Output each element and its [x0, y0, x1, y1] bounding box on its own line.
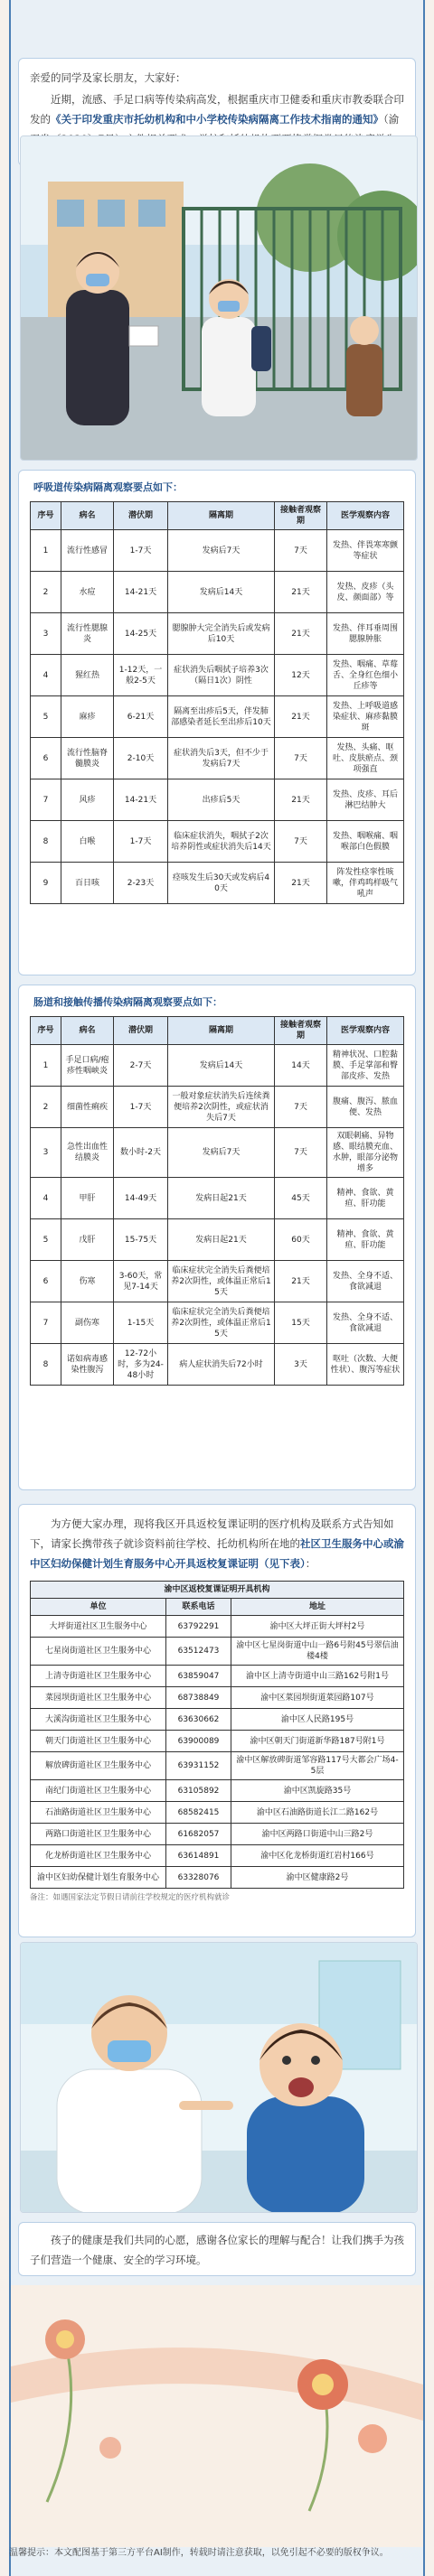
- table-cell: 戊肝: [61, 1219, 114, 1261]
- table-header-cell: 潜伏期: [114, 502, 168, 530]
- table-cell: 63900089: [166, 1731, 231, 1752]
- table-cell: 3: [31, 1128, 61, 1178]
- intro-doc-title: 《关于印发重庆市托幼机构和中小学校传染病隔离工作技术指南的通知》: [51, 113, 383, 126]
- table-cell: 7: [31, 1302, 61, 1344]
- table-cell: 3-60天，常见7-14天: [114, 1261, 168, 1302]
- clinic-row: [31, 1802, 404, 1824]
- table-cell: 双眼刺痛、异物感、眼结膜充血、水肿，眼部分泌物增多: [327, 1128, 404, 1178]
- table-cell: 发病日起21天: [168, 1178, 275, 1219]
- disease-row: [31, 1302, 404, 1344]
- disease-row: [31, 1087, 404, 1128]
- table-cell: 2: [31, 572, 61, 613]
- table-cell: 临床症状完全消失后粪便培养2次阴性，或体温正常后15天: [168, 1261, 275, 1302]
- table-cell: 猩红热: [61, 655, 114, 696]
- table-cell: 流行性腮腺炎: [61, 613, 114, 655]
- table-cell: 渝中区七星岗街道中山一路6号附45号翠信油楼4楼: [231, 1638, 404, 1666]
- table-cell: 4: [31, 655, 61, 696]
- table-header-cell: 接触者观察期: [275, 502, 327, 530]
- table-cell: 61682057: [166, 1824, 231, 1845]
- table-cell: 手足口病/疱疹性咽峡炎: [61, 1045, 114, 1087]
- table-cell: 8: [31, 821, 61, 863]
- table-cell: 63792291: [166, 1616, 231, 1638]
- greeting: 亲爱的同学及家长朋友，大家好：: [30, 71, 186, 84]
- clinic-row: [31, 1731, 404, 1752]
- table-cell: 甲肝: [61, 1178, 114, 1219]
- table-cell: 2-23天: [114, 863, 168, 904]
- clinic-row: [31, 1824, 404, 1845]
- respiratory-table: [30, 501, 404, 904]
- table-cell: 渝中区上清寺街道中山三路162号附1号: [231, 1666, 404, 1687]
- table-header-cell: 序号: [31, 502, 61, 530]
- table-cell: 阵发性痉挛性咳嗽，伴鸡鸣样吸气吼声: [327, 863, 404, 904]
- disease-row: [31, 1128, 404, 1178]
- table-cell: 8: [31, 1344, 61, 1386]
- footer-disclaimer: 温馨提示：本文配图基于第三方平台AI制作，转载时请注意获取，以免引起不必要的版权争议。: [9, 2548, 389, 2558]
- table-cell: 3: [31, 613, 61, 655]
- table-cell: 2-7天: [114, 1045, 168, 1087]
- intestinal-table: [30, 1016, 404, 1386]
- table-cell: 2: [31, 1087, 61, 1128]
- table-cell: 渝中区大坪正街大坪村2号: [231, 1616, 404, 1638]
- table-cell: 流行性脑脊髓膜炎: [61, 738, 114, 779]
- table-cell: 渝中区妇幼保健计划生育服务中心: [31, 1867, 166, 1889]
- table-cell: 21天: [275, 613, 327, 655]
- table-cell: 精神状况、口腔黏膜、手足掌部和臀部皮疹、发热: [327, 1045, 404, 1087]
- table-cell: 7天: [275, 738, 327, 779]
- table-cell: 渝中区解放碑街道邹容路117号大都会广场4-5层: [231, 1752, 404, 1780]
- table-cell: 精神、食欲、黄疸、肝功能: [327, 1178, 404, 1219]
- table-cell: 7: [31, 779, 61, 821]
- table-header-cell: 潜伏期: [114, 1017, 168, 1045]
- table-cell: 渝中区健康路2号: [231, 1867, 404, 1889]
- table-cell: 伤寒: [61, 1261, 114, 1302]
- table-cell: 7天: [275, 1087, 327, 1128]
- table-cell: 发热、全身不适、食欲减退: [327, 1302, 404, 1344]
- table-cell: 菜园坝街道社区卫生服务中心: [31, 1687, 166, 1709]
- table-cell: 急性出血性结膜炎: [61, 1128, 114, 1178]
- table-cell: 百日咳: [61, 863, 114, 904]
- table-header-cell: 隔离期: [168, 502, 275, 530]
- table-cell: 发病后7天: [168, 530, 275, 572]
- table-cell: 发病日起21天: [168, 1219, 275, 1261]
- table-cell: 流行性感冒: [61, 530, 114, 572]
- table-cell: 渝中区凯旋路35号: [231, 1780, 404, 1802]
- table-cell: 发热、头痛、呕吐、皮肤瘀点、颈项强直: [327, 738, 404, 779]
- table-cell: 6: [31, 738, 61, 779]
- table-cell: 7天: [275, 1128, 327, 1178]
- table-cell: 12-72小时，多为24-48小时: [114, 1344, 168, 1386]
- disease-row: [31, 696, 404, 738]
- notice-highlight: 社区卫生服务中心或渝中区妇幼保健计划生育服务中心开具返校复课证明（见下表）: [30, 1537, 404, 1570]
- table-cell: 45天: [275, 1178, 327, 1219]
- table-cell: 发热、皮疹、耳后淋巴结肿大: [327, 779, 404, 821]
- table-cell: 痉咳发生后30天或发病后40天: [168, 863, 275, 904]
- table-cell: 4: [31, 1178, 61, 1219]
- table-cell: 1-7天: [114, 1087, 168, 1128]
- disease-row: [31, 821, 404, 863]
- table-header-cell: 病名: [61, 1017, 114, 1045]
- doctor-child-image: [21, 1943, 418, 2213]
- table-cell: 一般对象症状消失后连续粪便培养2次阴性，或症状消失后7天: [168, 1087, 275, 1128]
- table-header-cell: 单位: [31, 1599, 166, 1616]
- clinic-row: [31, 1752, 404, 1780]
- disease-row: [31, 1178, 404, 1219]
- notice-paragraph: [30, 1514, 404, 1573]
- table-cell: 发热、上呼吸道感染症状、麻疹黏膜斑: [327, 696, 404, 738]
- clinic-table-title: 渝中区返校复课证明开具机构: [31, 1582, 404, 1599]
- table-cell: 21天: [275, 779, 327, 821]
- table-cell: 68582415: [166, 1802, 231, 1824]
- table-header-cell: 联系电话: [166, 1599, 231, 1616]
- doctor-illustration: [20, 1942, 418, 2213]
- table-cell: 症状消失后3天，但不少于发病后7天: [168, 738, 275, 779]
- table-cell: 渝中区石油路街道长江二路162号: [231, 1802, 404, 1824]
- table-cell: 发热、皮疹（头皮、颜面部）等: [327, 572, 404, 613]
- disease-row: [31, 863, 404, 904]
- disease-row: [31, 655, 404, 696]
- clinic-row: [31, 1845, 404, 1867]
- table-cell: 14-49天: [114, 1178, 168, 1219]
- table-cell: 化龙桥街道社区卫生服务中心: [31, 1845, 166, 1867]
- table-cell: 发病后14天: [168, 572, 275, 613]
- table-cell: 63614891: [166, 1845, 231, 1867]
- table-cell: 诺如病毒感染性腹泻: [61, 1344, 114, 1386]
- table-cell: 精神、食欲、黄疸、肝功能: [327, 1219, 404, 1261]
- clinic-row: [31, 1616, 404, 1638]
- table-header-row: [31, 1599, 404, 1616]
- table-cell: 63512473: [166, 1638, 231, 1666]
- table-cell: 渝中区朝天门街道新华路187号附1号: [231, 1731, 404, 1752]
- table-cell: 大坪街道社区卫生服务中心: [31, 1616, 166, 1638]
- table-header-cell: 地址: [231, 1599, 404, 1616]
- table-cell: 7天: [275, 821, 327, 863]
- table-header-cell: 病名: [61, 502, 114, 530]
- table-cell: 1: [31, 1045, 61, 1087]
- table-cell: 21天: [275, 863, 327, 904]
- table-header-cell: 隔离期: [168, 1017, 275, 1045]
- table-cell: 68738849: [166, 1687, 231, 1709]
- table-cell: 朝天门街道社区卫生服务中心: [31, 1731, 166, 1752]
- clinic-table: [30, 1581, 404, 1889]
- table-cell: 63931152: [166, 1752, 231, 1780]
- table-cell: 两路口街道社区卫生服务中心: [31, 1824, 166, 1845]
- table-cell: 病人症状消失后72小时: [168, 1344, 275, 1386]
- table-cell: 风疹: [61, 779, 114, 821]
- table-cell: 麻疹: [61, 696, 114, 738]
- disease-row: [31, 738, 404, 779]
- table-cell: 数小时-2天: [114, 1128, 168, 1178]
- table-cell: 21天: [275, 1261, 327, 1302]
- table-header-cell: 接触者观察期: [275, 1017, 327, 1045]
- table-cell: 腹痛、腹泻、脓血便、发热: [327, 1087, 404, 1128]
- notice-text-a: 为方便大家办理，现将我区开具返校复课证明的医疗机构及联系方式告知如下，请家长携带孩子就诊资料前往学校、托幼机构所在地的: [30, 1517, 394, 1550]
- clinic-note: 备注：如遇国家法定节假日请前往学校规定的医疗机构就诊: [30, 1893, 231, 1902]
- respiratory-table-title: 呼吸道传染病隔离观察要点如下：: [33, 481, 183, 493]
- table-cell: 上清寺街道社区卫生服务中心: [31, 1666, 166, 1687]
- intro-text-b: （渝: [383, 113, 400, 126]
- disease-row: [31, 1344, 404, 1386]
- disease-row: [31, 613, 404, 655]
- table-cell: 呕吐（次数、大便性状）、腹泻等症状: [327, 1344, 404, 1386]
- table-cell: 腮腺肿大完全消失后或发病后10天: [168, 613, 275, 655]
- table-cell: 发热、伴畏寒寒颤等症状: [327, 530, 404, 572]
- table-cell: 水痘: [61, 572, 114, 613]
- table-cell: 1-15天: [114, 1302, 168, 1344]
- table-header-row: [31, 1017, 404, 1045]
- table-cell: 2-10天: [114, 738, 168, 779]
- table-header-cell: 序号: [31, 1017, 61, 1045]
- school-gate-illustration: [20, 135, 418, 461]
- table-cell: 12天: [275, 655, 327, 696]
- table-cell: 63630662: [166, 1709, 231, 1731]
- table-cell: 症状消失后咽拭子培养3次（隔日1次）阴性: [168, 655, 275, 696]
- table-cell: 南纪门街道社区卫生服务中心: [31, 1780, 166, 1802]
- notice-text-c: ：: [305, 1557, 316, 1570]
- school-scene-image: [21, 136, 418, 461]
- table-cell: 渝中区人民路195号: [231, 1709, 404, 1731]
- table-cell: 60天: [275, 1219, 327, 1261]
- table-cell: 出疹后5天: [168, 779, 275, 821]
- intro-text-a: 近期，流感、手足口病等传染病高发，根据重庆市卫健委和重庆市教委联合印发的: [30, 93, 404, 126]
- table-cell: 副伤寒: [61, 1302, 114, 1344]
- table-cell: 渝中区两路口街道中山三路2号: [231, 1824, 404, 1845]
- intestinal-table-card: [18, 985, 416, 1490]
- table-cell: 七星岗街道社区卫生服务中心: [31, 1638, 166, 1666]
- intestinal-table-title: 肠道和接触传播传染病隔离观察要点如下：: [33, 996, 222, 1008]
- table-cell: 发病后7天: [168, 1128, 275, 1178]
- table-cell: 隔离至出疹后5天，伴发肺部感染者延长至出疹后10天: [168, 696, 275, 738]
- table-cell: 1-12天，一般2-5天: [114, 655, 168, 696]
- table-cell: 14-21天: [114, 572, 168, 613]
- table-cell: 15-75天: [114, 1219, 168, 1261]
- table-cell: 1: [31, 530, 61, 572]
- table-header-cell: 医学观察内容: [327, 502, 404, 530]
- clinic-row: [31, 1709, 404, 1731]
- table-cell: 6: [31, 1261, 61, 1302]
- table-cell: 发热、伴耳垂周围腮腺肿胀: [327, 613, 404, 655]
- clinic-row: [31, 1638, 404, 1666]
- table-cell: 21天: [275, 572, 327, 613]
- table-header-row: [31, 502, 404, 530]
- table-cell: 9: [31, 863, 61, 904]
- table-cell: 1-7天: [114, 530, 168, 572]
- table-cell: 白喉: [61, 821, 114, 863]
- flower-decoration: [11, 2285, 423, 2547]
- table-cell: 临床症状完全消失后粪便培养2次阴性，或体温正常后15天: [168, 1302, 275, 1344]
- disease-row: [31, 1045, 404, 1087]
- article-container: [9, 0, 425, 2576]
- clinic-row: [31, 1687, 404, 1709]
- clinic-row: [31, 1666, 404, 1687]
- table-cell: 5: [31, 696, 61, 738]
- clinic-list-card: [18, 1504, 416, 1937]
- disease-row: [31, 572, 404, 613]
- closing-card: [18, 2222, 416, 2276]
- clinic-row: [31, 1780, 404, 1802]
- table-cell: 1-7天: [114, 821, 168, 863]
- table-cell: 63328076: [166, 1867, 231, 1889]
- clinic-row: [31, 1867, 404, 1889]
- table-cell: 解放碑街道社区卫生服务中心: [31, 1752, 166, 1780]
- table-cell: 14-25天: [114, 613, 168, 655]
- table-cell: 渝中区菜园坝街道菜园路107号: [231, 1687, 404, 1709]
- table-cell: 大溪沟街道社区卫生服务中心: [31, 1709, 166, 1731]
- table-cell: 发病后14天: [168, 1045, 275, 1087]
- table-cell: 发热、咽喉痛、咽喉部白色假膜: [327, 821, 404, 863]
- table-cell: 6-21天: [114, 696, 168, 738]
- disease-row: [31, 1261, 404, 1302]
- table-cell: 石油路街道社区卫生服务中心: [31, 1802, 166, 1824]
- disease-row: [31, 779, 404, 821]
- closing-text: 孩子的健康是我们共同的心愿，感谢各位家长的理解与配合！让我们携手为孩子们营造一个健康、安全的学习环境。: [30, 2234, 404, 2266]
- disease-row: [31, 530, 404, 572]
- table-cell: 14天: [275, 1045, 327, 1087]
- respiratory-table-card: [18, 470, 416, 975]
- table-cell: 14-21天: [114, 779, 168, 821]
- table-cell: 3天: [275, 1344, 327, 1386]
- table-cell: 临床症状消失，咽拭子2次培养阴性或症状消失后14天: [168, 821, 275, 863]
- table-cell: 21天: [275, 696, 327, 738]
- table-cell: 渝中区化龙桥街道红岩村166号: [231, 1845, 404, 1867]
- table-cell: 细菌性痢疾: [61, 1087, 114, 1128]
- table-cell: 63105892: [166, 1780, 231, 1802]
- table-cell: 15天: [275, 1302, 327, 1344]
- table-header-cell: 医学观察内容: [327, 1017, 404, 1045]
- table-cell: 发热、咽痛、草莓舌、全身红色细小丘疹等: [327, 655, 404, 696]
- disease-row: [31, 1219, 404, 1261]
- table-cell: 63859047: [166, 1666, 231, 1687]
- table-cell: 发热、全身不适、食欲减退: [327, 1261, 404, 1302]
- table-cell: 5: [31, 1219, 61, 1261]
- table-cell: 7天: [275, 530, 327, 572]
